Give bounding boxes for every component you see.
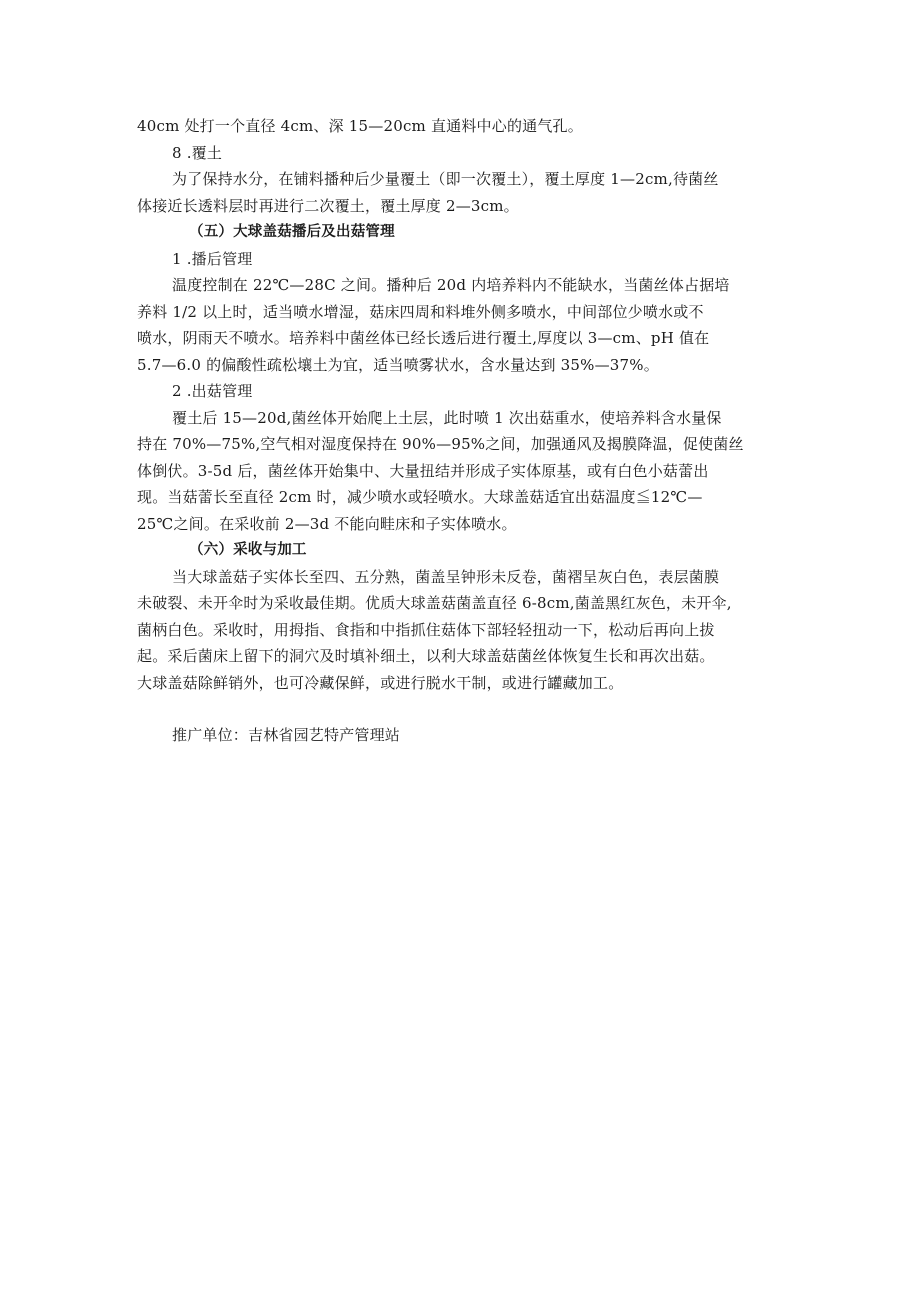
paragraph <box>137 272 797 378</box>
text-line: 为了保持水分，在铺料播种后少量覆土（即一次覆土），覆土厚度 1—2cm,待菌丝 <box>172 170 719 188</box>
subheading <box>137 722 797 749</box>
text-line: 未破裂、未开伞时为采收最佳期。优质大球盖菇菌盖直径 6-8cm,菌盖黑红灰色，未开伞, <box>137 594 732 612</box>
section-heading-text: （六）采收与加工 <box>189 542 307 558</box>
document-body <box>137 113 797 749</box>
text-line: 养料 1/2 以上时，适当喷水增湿，菇床四周和料堆外侧多喷水，中间部位少喷水或不 <box>137 302 704 321</box>
text-line: 喷水，阴雨天不喷水。培养料中菌丝体已经长透后进行覆土,厚度以 3—cm、pH 值在 <box>137 329 710 347</box>
text-line: 菌柄白色。采收时，用拇指、食指和中指抓住菇体下部轻轻扭动一下，松动后再向上拔 <box>137 620 715 639</box>
text-line: 25℃之间。在采收前 2—3d 不能向畦床和子实体喷水。 <box>137 514 517 533</box>
text-line: 覆土后 15—20d,菌丝体开始爬上土层，此时喷 1 次出菇重水，使培养料含水量保 <box>172 408 722 427</box>
paragraph <box>137 564 797 697</box>
text-line: 持在 70%—75%,空气相对湿度保持在 90%—95%之间，加强通风及揭膜降温，促使菌丝 <box>137 435 744 453</box>
subheading <box>137 246 797 273</box>
blank-line <box>137 696 797 722</box>
text-line: 40cm 处打一个直径 4cm、深 15—20cm 直通料中心的通气孔。 <box>137 117 583 135</box>
text-line: 体倒伏。3-5d 后，菌丝体开始集中、大量扭结并形成子实体原基，或有白色小菇蕾出 <box>137 461 709 480</box>
text-line: 2 .出菇管理 <box>172 382 253 400</box>
text-line-group <box>137 113 797 140</box>
section-heading <box>137 537 797 564</box>
text-line: 当大球盖菇子实体长至四、五分熟，菌盖呈钟形未反卷，菌褶呈灰白色，表层菌膜 <box>172 567 720 586</box>
text-line: 推广单位：吉林省园艺特产管理站 <box>172 726 401 744</box>
section-heading-text: （五）大球盖菇播后及出菇管理 <box>189 224 395 240</box>
text-line: 1 .播后管理 <box>172 249 253 268</box>
text-line: 温度控制在 22℃—28C 之间。播种后 20d 内培养料内不能缺水，当菌丝体占据培 <box>172 276 730 294</box>
paragraph <box>137 405 797 538</box>
section-heading <box>137 219 797 246</box>
paragraph <box>137 166 797 219</box>
text-line: 5.7—6.0 的偏酸性疏松壤土为宜，适当喷雾状水，含水量达到 35%—37%。 <box>137 355 659 374</box>
text-line: 8 .覆土 <box>172 143 223 162</box>
text-line: 大球盖菇除鲜销外，也可冷藏保鲜，或进行脱水干制，或进行罐藏加工。 <box>137 673 624 692</box>
text-line: 体接近长透料层时再进行二次覆土，覆土厚度 2—3cm。 <box>137 196 519 215</box>
text-line: 起。采后菌床上留下的洞穴及时填补细土，以利大球盖菇菌丝体恢复生长和再次出菇。 <box>137 647 715 665</box>
subheading <box>137 140 797 167</box>
text-line: 现。当菇蕾长至直径 2cm 时，减少喷水或轻喷水。大球盖菇适宜出菇温度≦12℃— <box>137 488 703 506</box>
subheading <box>137 378 797 405</box>
